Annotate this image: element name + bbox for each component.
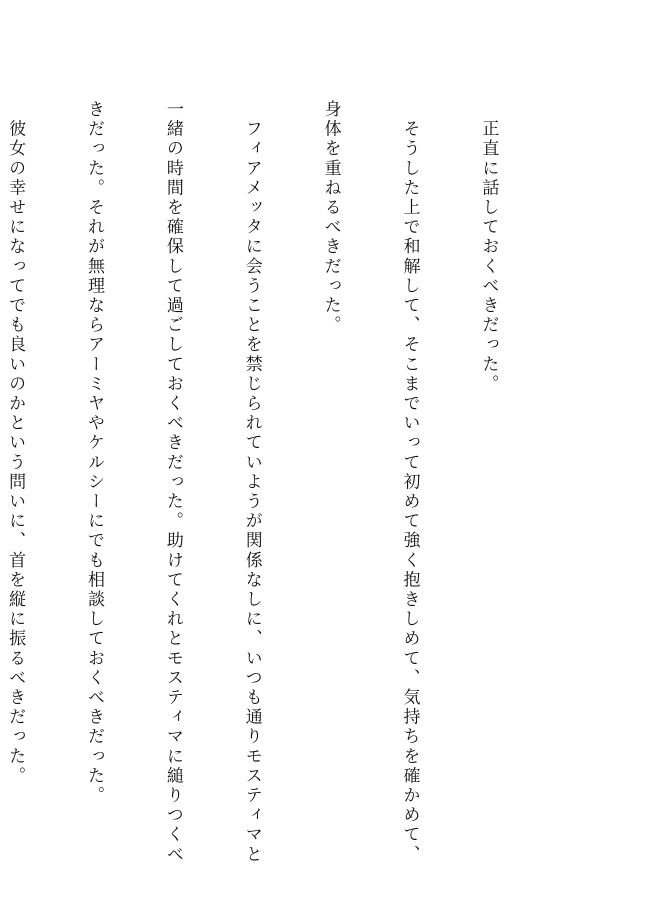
text-line: フィアメッタに会うことを禁じられていようが関係なしに、いつも通りモスティマと: [241, 100, 262, 865]
text-line: 一緒の時間を確保して過ごしておくべきだった。助けてくれとモスティマに縋りつくべ: [162, 100, 183, 865]
text-line: 正直に話しておくべきだった。: [478, 100, 499, 394]
text-line: 身体を重ねるべきだった。: [320, 100, 341, 336]
text-line: そうした上で和解して、そこまでいって初めて強く抱きしめて、気持ちを確かめて、: [399, 100, 420, 865]
text-line: きだった。それが無理ならアーミヤやケルシーにでも相談しておくべきだった。: [83, 100, 104, 806]
vertical-text-body: [0, 100, 554, 865]
text-line: 彼女の幸せになってでも良いのかという問いに、首を縦に振るべきだった。: [5, 100, 26, 786]
